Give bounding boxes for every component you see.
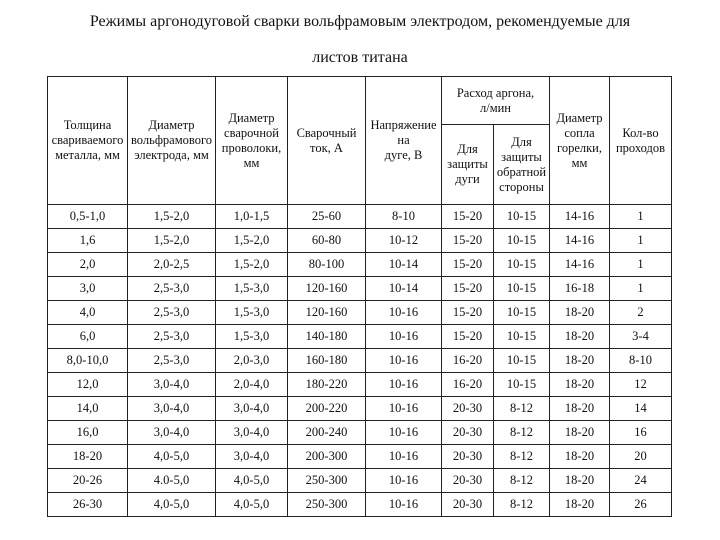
- header-line: мм: [243, 155, 260, 170]
- table-cell: 120-160: [288, 277, 366, 301]
- header-line: сопла: [564, 125, 595, 140]
- table-cell: 15-20: [442, 325, 494, 349]
- table-cell: 1,5-2,0: [128, 205, 216, 229]
- header-line: Для: [511, 134, 532, 149]
- table-cell: 18-20: [550, 445, 610, 469]
- table-cell: 18-20: [550, 469, 610, 493]
- table-cell: 8-12: [494, 493, 550, 517]
- table-cell: 1,5-2,0: [128, 229, 216, 253]
- document-title-line-1: Режимы аргонодуговой сварки вольфрамовым электродом, рекомендуемые для: [89, 13, 631, 30]
- table-row: [48, 397, 672, 421]
- table-cell: 3-4: [610, 325, 672, 349]
- header-line: Для: [457, 142, 478, 156]
- header-line: сварочной: [224, 125, 279, 140]
- table-cell: 20-30: [442, 397, 494, 421]
- table-cell: 14,0: [48, 397, 128, 421]
- table-cell: 20-30: [442, 421, 494, 445]
- table-cell: 3,0-4,0: [128, 421, 216, 445]
- table-cell: 15-20: [442, 253, 494, 277]
- table-cell: 10-15: [494, 205, 550, 229]
- table-cell: 8-12: [494, 469, 550, 493]
- table-cell: 10-15: [494, 253, 550, 277]
- table-cell: 1,5-3,0: [216, 277, 288, 301]
- table-cell: 8,0-10,0: [48, 349, 128, 373]
- table-cell: 10-16: [366, 349, 442, 373]
- table-cell: 60-80: [288, 229, 366, 253]
- header-line: л/мин: [480, 100, 511, 115]
- header-line: свариваемого: [51, 133, 124, 147]
- table-cell: 15-20: [442, 205, 494, 229]
- table-cell: 3,0-4,0: [128, 373, 216, 397]
- table-cell: 250-300: [288, 469, 366, 493]
- header-passes: [610, 77, 672, 205]
- table-cell: 20-30: [442, 493, 494, 517]
- table-cell: 16,0: [48, 421, 128, 445]
- table-cell: 4,0-5,0: [216, 493, 288, 517]
- table-cell: 12,0: [48, 373, 128, 397]
- header-line: Расход аргона,: [456, 85, 535, 100]
- table-cell: 1,6: [48, 229, 128, 253]
- table-cell: 80-100: [288, 253, 366, 277]
- table-cell: 2,0-2,5: [128, 253, 216, 277]
- table-cell: 18-20: [550, 325, 610, 349]
- table-cell: 2: [610, 301, 672, 325]
- table-cell: 2,5-3,0: [128, 349, 216, 373]
- table-row: [48, 205, 672, 229]
- table-cell: 4,0: [48, 301, 128, 325]
- table-row: [48, 493, 672, 517]
- header-line: горелки,: [557, 140, 602, 155]
- header-line: Сварочный: [296, 125, 357, 140]
- table-cell: 10-15: [494, 373, 550, 397]
- header-line: ток, А: [310, 140, 343, 155]
- table-cell: 4,0-5,0: [216, 469, 288, 493]
- table-cell: 4,0-5,0: [128, 493, 216, 517]
- header-line: вольфрамового: [130, 133, 213, 147]
- table-cell: 120-160: [288, 301, 366, 325]
- table-cell: 2,0-3,0: [216, 349, 288, 373]
- table-cell: 10-12: [366, 229, 442, 253]
- header-line: на: [397, 133, 410, 147]
- table-cell: 8-10: [366, 205, 442, 229]
- header-line: Кол-во: [622, 125, 659, 140]
- table-cell: 20: [610, 445, 672, 469]
- table-row: [48, 373, 672, 397]
- table-cell: 18-20: [48, 445, 128, 469]
- header-argon-back-protection: [494, 125, 550, 205]
- table-cell: 250-300: [288, 493, 366, 517]
- header-line: Диаметр: [148, 118, 195, 132]
- table-cell: 15-20: [442, 229, 494, 253]
- table-row: [48, 445, 672, 469]
- table-row: [48, 325, 672, 349]
- table-cell: 160-180: [288, 349, 366, 373]
- table-cell: 10-16: [366, 373, 442, 397]
- table-cell: 3,0-4,0: [216, 421, 288, 445]
- header-line: мм: [571, 155, 588, 170]
- table-row: [48, 349, 672, 373]
- header-line: проволоки,: [221, 140, 282, 155]
- table-cell: 18-20: [550, 373, 610, 397]
- table-cell: 14-16: [550, 253, 610, 277]
- header-line: электрода, мм: [134, 148, 209, 162]
- table-cell: 18-20: [550, 397, 610, 421]
- table-cell: 15-20: [442, 277, 494, 301]
- table-cell: 16-20: [442, 373, 494, 397]
- table-cell: 180-220: [288, 373, 366, 397]
- table-cell: 8-12: [494, 421, 550, 445]
- table-cell: 6,0: [48, 325, 128, 349]
- table-cell: 10-16: [366, 421, 442, 445]
- table-cell: 8-12: [494, 397, 550, 421]
- header-line: металла, мм: [55, 148, 120, 162]
- table-cell: 16-20: [442, 349, 494, 373]
- header-nozzle-diameter: [550, 77, 610, 205]
- table-cell: 10-14: [366, 253, 442, 277]
- table-cell: 10-15: [494, 229, 550, 253]
- header-arc-voltage: [366, 77, 442, 205]
- table-cell: 3,0-4,0: [216, 397, 288, 421]
- table-cell: 15-20: [442, 301, 494, 325]
- table-cell: 3,0-4,0: [128, 397, 216, 421]
- table-cell: 3,0: [48, 277, 128, 301]
- table-cell: 2,5-3,0: [128, 277, 216, 301]
- table-cell: 20-30: [442, 469, 494, 493]
- table-row: [48, 229, 672, 253]
- table-cell: 8-12: [494, 445, 550, 469]
- table-cell: 26-30: [48, 493, 128, 517]
- table-row: [48, 301, 672, 325]
- table-cell: 1,5-3,0: [216, 301, 288, 325]
- table-cell: 4,0-5,0: [128, 445, 216, 469]
- table-cell: 2,0-4,0: [216, 373, 288, 397]
- table-cell: 14-16: [550, 205, 610, 229]
- table-cell: 16: [610, 421, 672, 445]
- table-cell: 24: [610, 469, 672, 493]
- table-cell: 200-300: [288, 445, 366, 469]
- table-cell: 10-15: [494, 325, 550, 349]
- table-cell: 10-15: [494, 277, 550, 301]
- table-cell: 18-20: [550, 349, 610, 373]
- header-line: Напряжение: [370, 118, 437, 132]
- table-cell: 10-14: [366, 277, 442, 301]
- table-cell: 16-18: [550, 277, 610, 301]
- table-cell: 10-15: [494, 301, 550, 325]
- header-thickness: [48, 77, 128, 205]
- header-line: обратной: [496, 164, 547, 179]
- table-row: [48, 253, 672, 277]
- table-row: [48, 277, 672, 301]
- header-line: дуге, В: [384, 148, 423, 162]
- table-cell: 200-240: [288, 421, 366, 445]
- table-cell: 1: [610, 205, 672, 229]
- welding-modes-table: [47, 76, 672, 517]
- table-cell: 3,0-4,0: [216, 445, 288, 469]
- header-argon-flow: [442, 77, 550, 125]
- header-line: защиты: [447, 157, 488, 171]
- table-cell: 10-16: [366, 301, 442, 325]
- table-cell: 2,0: [48, 253, 128, 277]
- table-cell: 10-16: [366, 325, 442, 349]
- table-row: [48, 469, 672, 493]
- table-cell: 14-16: [550, 229, 610, 253]
- table-cell: 14: [610, 397, 672, 421]
- table-cell: 25-60: [288, 205, 366, 229]
- header-line: Диаметр: [228, 110, 275, 125]
- header-welding-current: [288, 77, 366, 205]
- table-cell: 200-220: [288, 397, 366, 421]
- table-cell: 140-180: [288, 325, 366, 349]
- header-line: дуги: [455, 172, 480, 186]
- table-cell: 1: [610, 277, 672, 301]
- table-cell: 18-20: [550, 493, 610, 517]
- header-line: стороны: [499, 179, 544, 194]
- table-cell: 12: [610, 373, 672, 397]
- table-cell: 1,5-2,0: [216, 229, 288, 253]
- table-cell: 0,5-1,0: [48, 205, 128, 229]
- table-cell: 1: [610, 229, 672, 253]
- table-cell: 10-16: [366, 445, 442, 469]
- header-line: Толщина: [63, 118, 112, 132]
- table-cell: 2,5-3,0: [128, 325, 216, 349]
- table-cell: 26: [610, 493, 672, 517]
- table-cell: 1,0-1,5: [216, 205, 288, 229]
- table-cell: 10-16: [366, 469, 442, 493]
- table-row: [48, 421, 672, 445]
- table-cell: 4.0-5,0: [128, 469, 216, 493]
- header-line: проходов: [615, 140, 666, 155]
- table-cell: 1,5-2,0: [216, 253, 288, 277]
- table-cell: 20-26: [48, 469, 128, 493]
- table-cell: 10-16: [366, 493, 442, 517]
- header-electrode-diameter: [128, 77, 216, 205]
- header-line: Диаметр: [556, 110, 603, 125]
- document-title-line-2: листов титана: [312, 49, 408, 66]
- table-cell: 2,5-3,0: [128, 301, 216, 325]
- table-body: [48, 205, 672, 517]
- table-cell: 18-20: [550, 421, 610, 445]
- table-cell: 8-10: [610, 349, 672, 373]
- table-cell: 18-20: [550, 301, 610, 325]
- table-cell: 10-15: [494, 349, 550, 373]
- header-argon-arc-protection: [442, 125, 494, 205]
- header-line: защиты: [501, 149, 542, 164]
- table-cell: 10-16: [366, 397, 442, 421]
- table-cell: 1: [610, 253, 672, 277]
- table-cell: 1,5-3,0: [216, 325, 288, 349]
- table-cell: 20-30: [442, 445, 494, 469]
- header-wire-diameter: [216, 77, 288, 205]
